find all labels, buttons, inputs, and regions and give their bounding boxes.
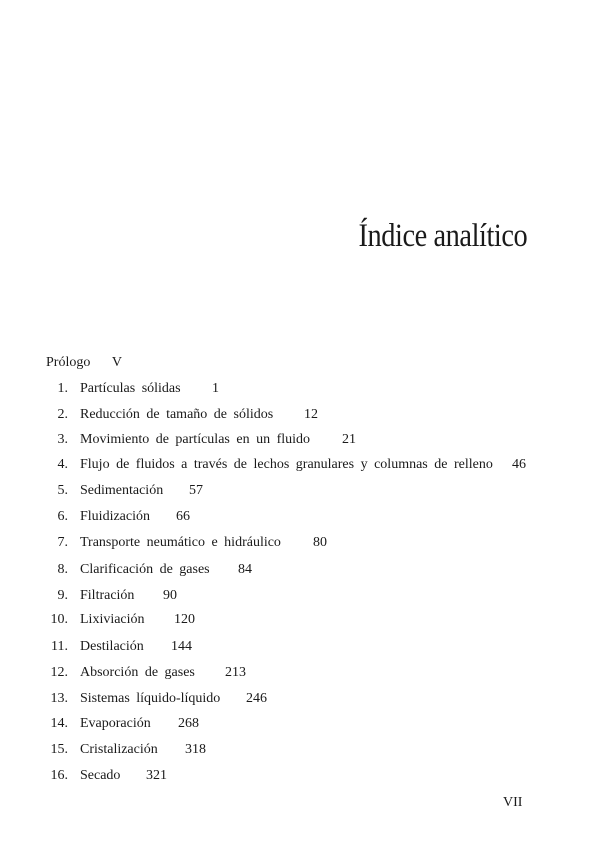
toc-entry — [46, 612, 195, 628]
toc-entry — [46, 768, 167, 784]
entry-title: Flujo de fluidos a través de lechos granulares y columnas de relleno — [80, 457, 493, 472]
entry-title: Sistemas líquido-líquido — [80, 691, 221, 706]
toc-entry — [46, 432, 356, 448]
prologue-page: V — [111, 355, 122, 370]
toc-entry — [46, 665, 246, 681]
entry-number: 10. — [50, 612, 68, 627]
entry-title: Filtración — [80, 588, 135, 603]
toc-entry — [46, 588, 177, 604]
entry-page: 57 — [189, 483, 203, 498]
toc-entry — [46, 509, 190, 525]
entry-title: Partículas sólidas — [80, 381, 181, 396]
entry-page: 268 — [178, 716, 199, 731]
entry-number: 12. — [50, 665, 68, 680]
entry-title: Sedimentación — [80, 483, 164, 498]
entry-number: 15. — [50, 742, 68, 757]
entry-number: 11. — [51, 639, 68, 654]
entry-page: 84 — [238, 562, 252, 577]
entry-title: Destilación — [80, 639, 144, 654]
toc-entry — [46, 381, 219, 397]
entry-page: 66 — [176, 509, 190, 524]
toc-entry — [46, 716, 199, 732]
entry-number: 1. — [57, 381, 68, 396]
entry-number: 4. — [57, 457, 68, 472]
toc-entry — [46, 742, 206, 758]
entry-page: 318 — [185, 742, 206, 757]
toc-entry — [46, 483, 203, 499]
entry-page: 144 — [171, 639, 192, 654]
entry-page: 12 — [304, 407, 318, 422]
entry-page: 213 — [225, 665, 246, 680]
prologue-label: Prólogo — [46, 355, 91, 370]
entry-number: 3. — [57, 432, 68, 447]
entry-title: Reducción de tamaño de sólidos — [80, 407, 274, 422]
toc-entry — [46, 407, 318, 423]
entry-number: 7. — [57, 535, 68, 550]
toc-entry — [46, 639, 192, 655]
entry-page: 21 — [342, 432, 356, 447]
toc-entry — [46, 535, 327, 551]
entry-page: 90 — [163, 588, 177, 603]
entry-title: Clarificación de gases — [80, 562, 210, 577]
entry-page: 1 — [212, 381, 219, 396]
entry-number: 16. — [50, 768, 68, 783]
entry-page: 46 — [512, 457, 526, 472]
entry-number: 6. — [57, 509, 68, 524]
entry-page: 120 — [174, 612, 195, 627]
entry-title: Evaporación — [80, 716, 151, 731]
page-number: VII — [503, 795, 523, 810]
entry-title: Secado — [80, 768, 121, 783]
entry-title: Fluidización — [80, 509, 150, 524]
entry-number: 9. — [57, 588, 68, 603]
toc-entry — [46, 457, 526, 473]
entry-title: Lixiviación — [80, 612, 145, 627]
entry-page: 246 — [246, 691, 267, 706]
entry-number: 13. — [50, 691, 68, 706]
entry-number: 5. — [57, 483, 68, 498]
entry-title: Absorción de gases — [80, 665, 195, 680]
entry-title: Movimiento de partículas en un fluido — [80, 432, 311, 447]
entry-number: 14. — [50, 716, 68, 731]
entry-number: 8. — [57, 562, 68, 577]
entry-number: 2. — [57, 407, 68, 422]
toc-entry — [46, 562, 252, 578]
page-title: Índice analítico — [358, 218, 527, 254]
entry-page: 80 — [313, 535, 327, 550]
toc-entry — [46, 691, 267, 707]
entry-title: Transporte neumático e hidráulico — [80, 535, 281, 550]
toc-prologue — [46, 355, 122, 371]
entry-page: 321 — [146, 768, 167, 783]
entry-title: Cristalización — [80, 742, 158, 757]
